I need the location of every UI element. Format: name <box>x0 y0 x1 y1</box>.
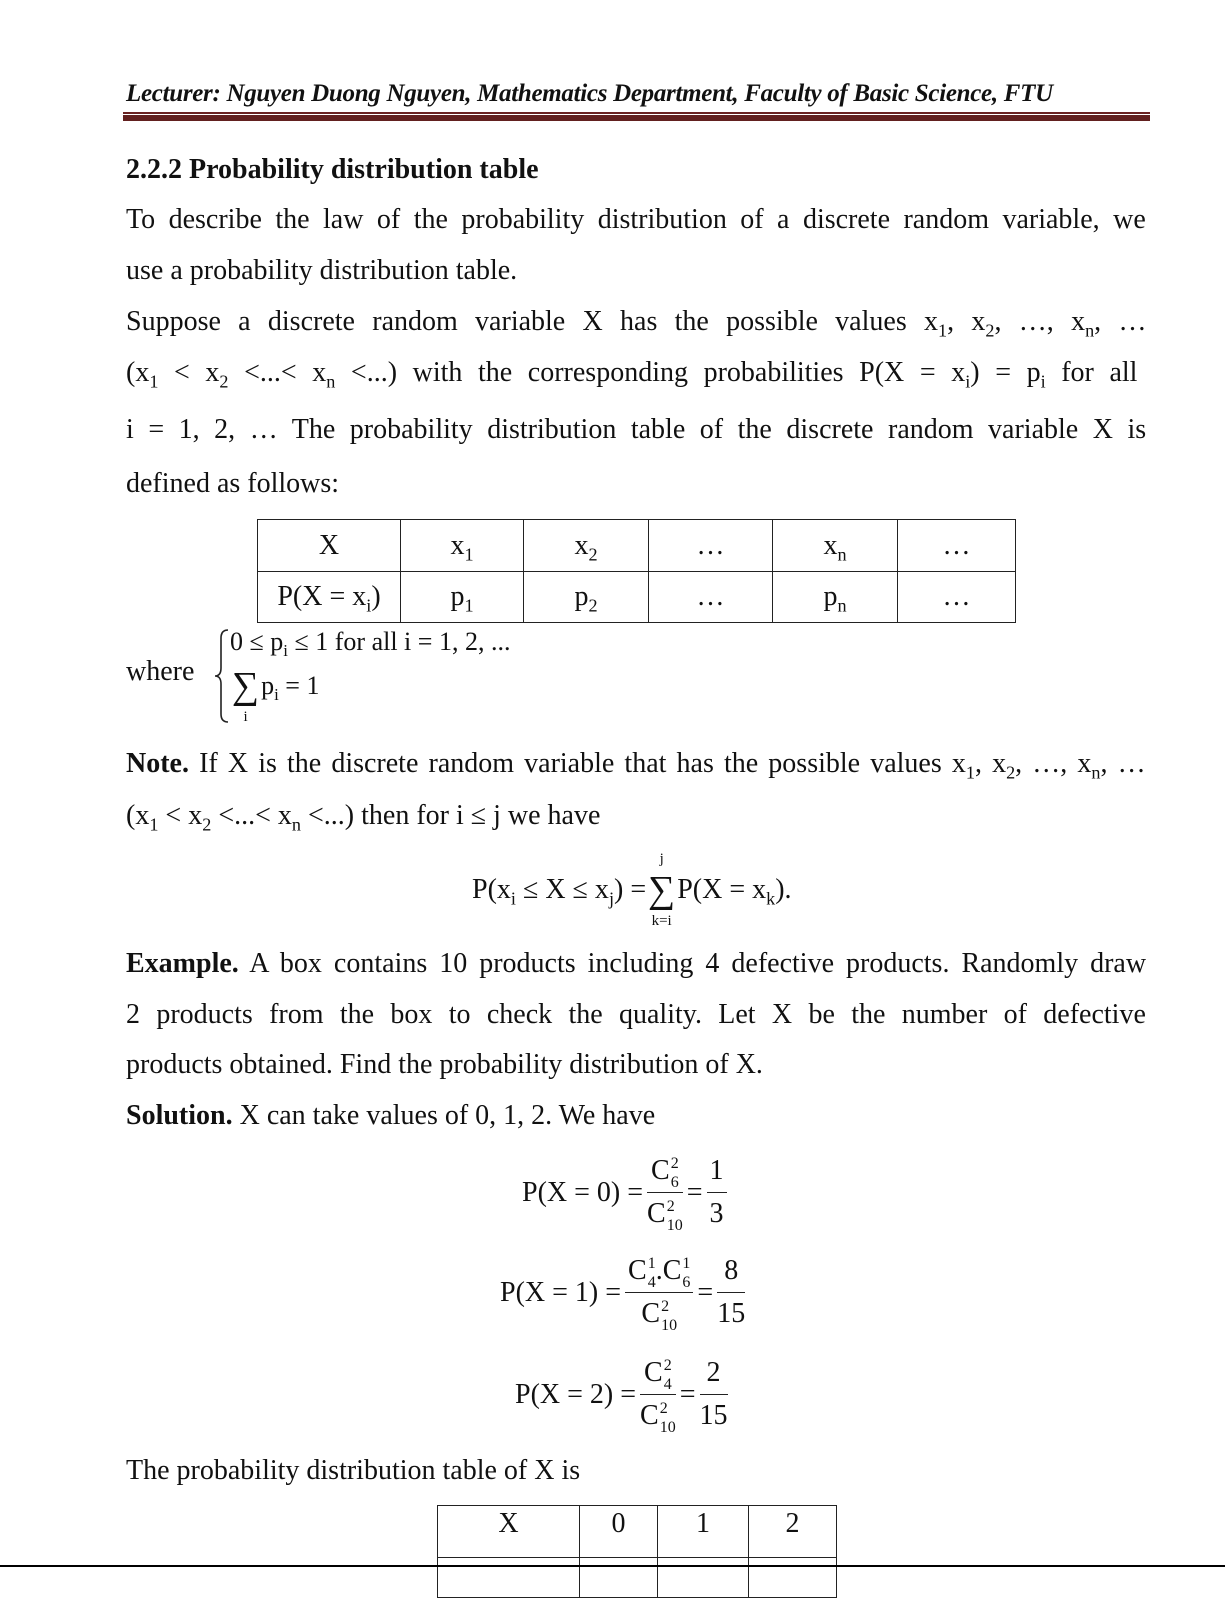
subscript: 1 <box>464 543 474 564</box>
table-row <box>258 520 1016 572</box>
table-cell: $x_1$ <box>401 520 524 572</box>
formula-left: $P(x_i \le X \le x_j)$ = <box>472 874 647 909</box>
combination-symbol: C <box>651 1155 670 1186</box>
combination <box>641 1293 677 1335</box>
condition-sum <box>230 664 319 726</box>
table-cell <box>580 1558 658 1598</box>
sum-upper: j <box>659 851 664 867</box>
page-header: Lecturer: Nguyen Duong Nguyen, Mathematics Department, Faculty of Basic Science, FTU <box>126 80 1053 107</box>
equation-lhs: P(X = 0) = <box>522 1176 644 1208</box>
equals-sign: = <box>697 1276 714 1308</box>
fraction-denominator <box>640 1395 676 1437</box>
table-cell: … <box>649 572 773 623</box>
table-cell: $x_n$ <box>773 520 898 572</box>
table-row <box>438 1558 837 1598</box>
table-cell: $p_n$ <box>773 572 898 623</box>
sum-symbol <box>232 664 259 726</box>
sigma-icon: ∑ <box>648 869 676 911</box>
subscript: 2 <box>985 320 995 341</box>
distribution-table-example <box>437 1505 837 1598</box>
combination-symbol: C <box>644 1357 663 1388</box>
combination <box>647 1193 683 1235</box>
combination-symbol: C <box>641 1298 661 1329</box>
combination-symbol: C <box>647 1198 666 1229</box>
combination-n: 10 <box>666 1216 683 1234</box>
combination-fraction <box>625 1250 693 1335</box>
combination-indices <box>682 1254 690 1292</box>
combination-k: 2 <box>659 1399 668 1417</box>
subscript: n <box>1091 762 1101 783</box>
fraction-numerator <box>640 1352 676 1395</box>
subscript: n <box>837 543 847 564</box>
subscript: k <box>766 888 776 909</box>
section-title: 2.2.2 Probability distribution table <box>126 154 539 185</box>
combination-k: 2 <box>661 1297 670 1315</box>
formula-right: $P(X = x_k)$. <box>677 874 792 909</box>
subscript: 2 <box>588 595 598 616</box>
bold-label: Solution. <box>126 1100 233 1131</box>
probability-equation <box>500 1250 749 1335</box>
combination-indices <box>660 1399 676 1437</box>
combination-symbol: C <box>662 1255 682 1286</box>
combination-k: 2 <box>666 1197 675 1215</box>
subscript: n <box>291 814 301 835</box>
sum-expression: $p_i = 1$ <box>261 671 320 704</box>
note-line: ($x_1 < x_2$ <...< $x_n$ <...) then for i ≤ j we have <box>126 800 601 835</box>
note-line: Note. If X is the discrete random variable that has the possible values $x_1$, $x_2$, …, $x_n$, … <box>126 748 1146 783</box>
subscript: n <box>837 595 847 616</box>
fraction-numerator <box>625 1250 693 1293</box>
table-cell: $x_2$ <box>524 520 649 572</box>
combination-indices <box>661 1297 677 1335</box>
separator: . <box>655 1255 663 1286</box>
combination-n: 6 <box>670 1173 679 1191</box>
condition-nonnegative: $0 \le p_i \le 1$ for all i = 1, 2, ... <box>230 627 511 660</box>
table-cell: 1 <box>658 1506 749 1558</box>
fraction-denominator <box>647 1193 683 1235</box>
fraction-numerator <box>647 1150 683 1193</box>
subscript: i <box>1040 371 1046 392</box>
subscript: i <box>965 371 971 392</box>
result-fraction <box>717 1250 745 1335</box>
subscript: i <box>274 684 279 704</box>
equals-sign: = <box>679 1378 696 1410</box>
subscript: n <box>1085 320 1095 341</box>
distribution-table-general <box>257 519 1016 623</box>
subscript: 1 <box>938 320 948 341</box>
result-denominator: 15 <box>717 1298 746 1329</box>
combination-n: 10 <box>659 1418 676 1436</box>
combination-fraction <box>647 1150 683 1235</box>
bold-label: Note. <box>126 748 189 779</box>
subscript: 2 <box>1006 762 1016 783</box>
equation-lhs: P(X = 2) = <box>515 1378 637 1410</box>
sigma-icon: ∑ <box>232 665 260 707</box>
result-denominator: 3 <box>709 1198 724 1229</box>
combination-n: 4 <box>663 1375 672 1393</box>
table-cell: 0 <box>580 1506 658 1558</box>
subscript: 2 <box>588 543 598 564</box>
table-cell: $p_2$ <box>524 572 649 623</box>
table-cell: $p_1$ <box>401 572 524 623</box>
combination <box>628 1250 656 1292</box>
combination-indices <box>667 1197 683 1235</box>
sum-index: i <box>243 709 248 725</box>
result-fraction <box>700 1352 728 1437</box>
table-row <box>438 1506 837 1558</box>
fraction-denominator <box>625 1293 693 1335</box>
combination-k: 2 <box>663 1356 672 1374</box>
header-rule-thick <box>123 115 1150 121</box>
where-label: where <box>126 656 195 687</box>
table-cell: X <box>258 520 401 572</box>
result-numerator: 2 <box>700 1352 728 1395</box>
result-numerator: 8 <box>717 1250 745 1293</box>
example-line: products obtained. Find the probability distribution of X. <box>126 1049 763 1080</box>
combination-n: 10 <box>661 1316 678 1334</box>
table-cell: X <box>438 1506 580 1558</box>
subscript: j <box>608 888 614 909</box>
subscript: 1 <box>965 762 975 783</box>
result-denominator: 15 <box>699 1400 728 1431</box>
result-fraction <box>707 1150 727 1235</box>
solution-intro: Solution. X can take values of 0, 1, 2. We have <box>126 1100 656 1131</box>
sum-symbol <box>648 850 675 930</box>
table-cell: $P(X = x_i)$ <box>258 572 401 623</box>
combination-k: 1 <box>682 1254 691 1272</box>
combination-indices <box>664 1356 672 1394</box>
combination <box>651 1150 679 1192</box>
table-cell: 2 <box>749 1506 837 1558</box>
example-line: Example. A box contains 10 products including 4 defective products. Randomly draw <box>126 948 1147 979</box>
subscript: i <box>283 640 288 660</box>
combination-symbol: C <box>640 1400 659 1431</box>
equals-sign: = <box>686 1176 703 1208</box>
paragraph-line: i = 1, 2, … The probability distribution table of the discrete random variable X is <box>126 414 1147 445</box>
table-cell: … <box>898 520 1016 572</box>
example-line: 2 products from the box to check the quality. Let X be the number of defective <box>126 999 1146 1030</box>
combination-k: 2 <box>670 1154 679 1172</box>
combination <box>644 1352 672 1394</box>
page-bottom-edge <box>0 1565 1225 1567</box>
left-brace-icon <box>212 628 232 724</box>
combination-n: 6 <box>682 1273 691 1291</box>
table-cell <box>749 1558 837 1598</box>
combination <box>663 1250 691 1292</box>
header-rule-thin <box>123 112 1150 114</box>
table-cell <box>438 1558 580 1598</box>
combination-indices <box>648 1254 656 1292</box>
combination-indices <box>671 1154 679 1192</box>
subscript: i <box>510 888 516 909</box>
subscript: 1 <box>464 595 474 616</box>
table-cell: … <box>898 572 1016 623</box>
paragraph-line: defined as follows: <box>126 468 340 499</box>
combination-fraction <box>640 1352 676 1437</box>
combination-n: 4 <box>647 1273 656 1291</box>
subscript: i <box>366 595 372 616</box>
table-intro: The probability distribution table of X is <box>126 1455 581 1486</box>
probability-equation <box>522 1150 731 1235</box>
equation-lhs: P(X = 1) = <box>500 1276 622 1308</box>
combination-symbol: C <box>628 1255 647 1286</box>
paragraph-line: use a probability distribution table. <box>126 255 518 286</box>
subscript: 2 <box>219 371 229 392</box>
combination-k: 1 <box>647 1254 656 1272</box>
subscript: 1 <box>149 371 159 392</box>
combination <box>640 1395 676 1437</box>
subscript: 1 <box>149 814 159 835</box>
subscript: 2 <box>202 814 212 835</box>
sum-lower: k=i <box>651 913 672 929</box>
cumulative-formula <box>472 850 792 930</box>
paragraph-line: To describe the law of the probability distribution of a discrete random variable, we <box>126 204 1146 235</box>
paragraph-line: Suppose a discrete random variable X has the possible values $x_1$, $x_2$, …, $x_n$, … <box>126 306 1147 341</box>
table-cell: … <box>649 520 773 572</box>
probability-equation <box>515 1352 732 1437</box>
paragraph-line: ($x_1 < x_2$ <...< $x_n$ <...) with the corresponding probabilities $P(X = x_i) = p_i$ for all <box>126 357 1138 392</box>
result-numerator: 1 <box>707 1150 727 1193</box>
table-row <box>258 572 1016 623</box>
bold-label: Example. <box>126 948 239 979</box>
table-cell <box>658 1558 749 1598</box>
subscript: n <box>326 371 336 392</box>
